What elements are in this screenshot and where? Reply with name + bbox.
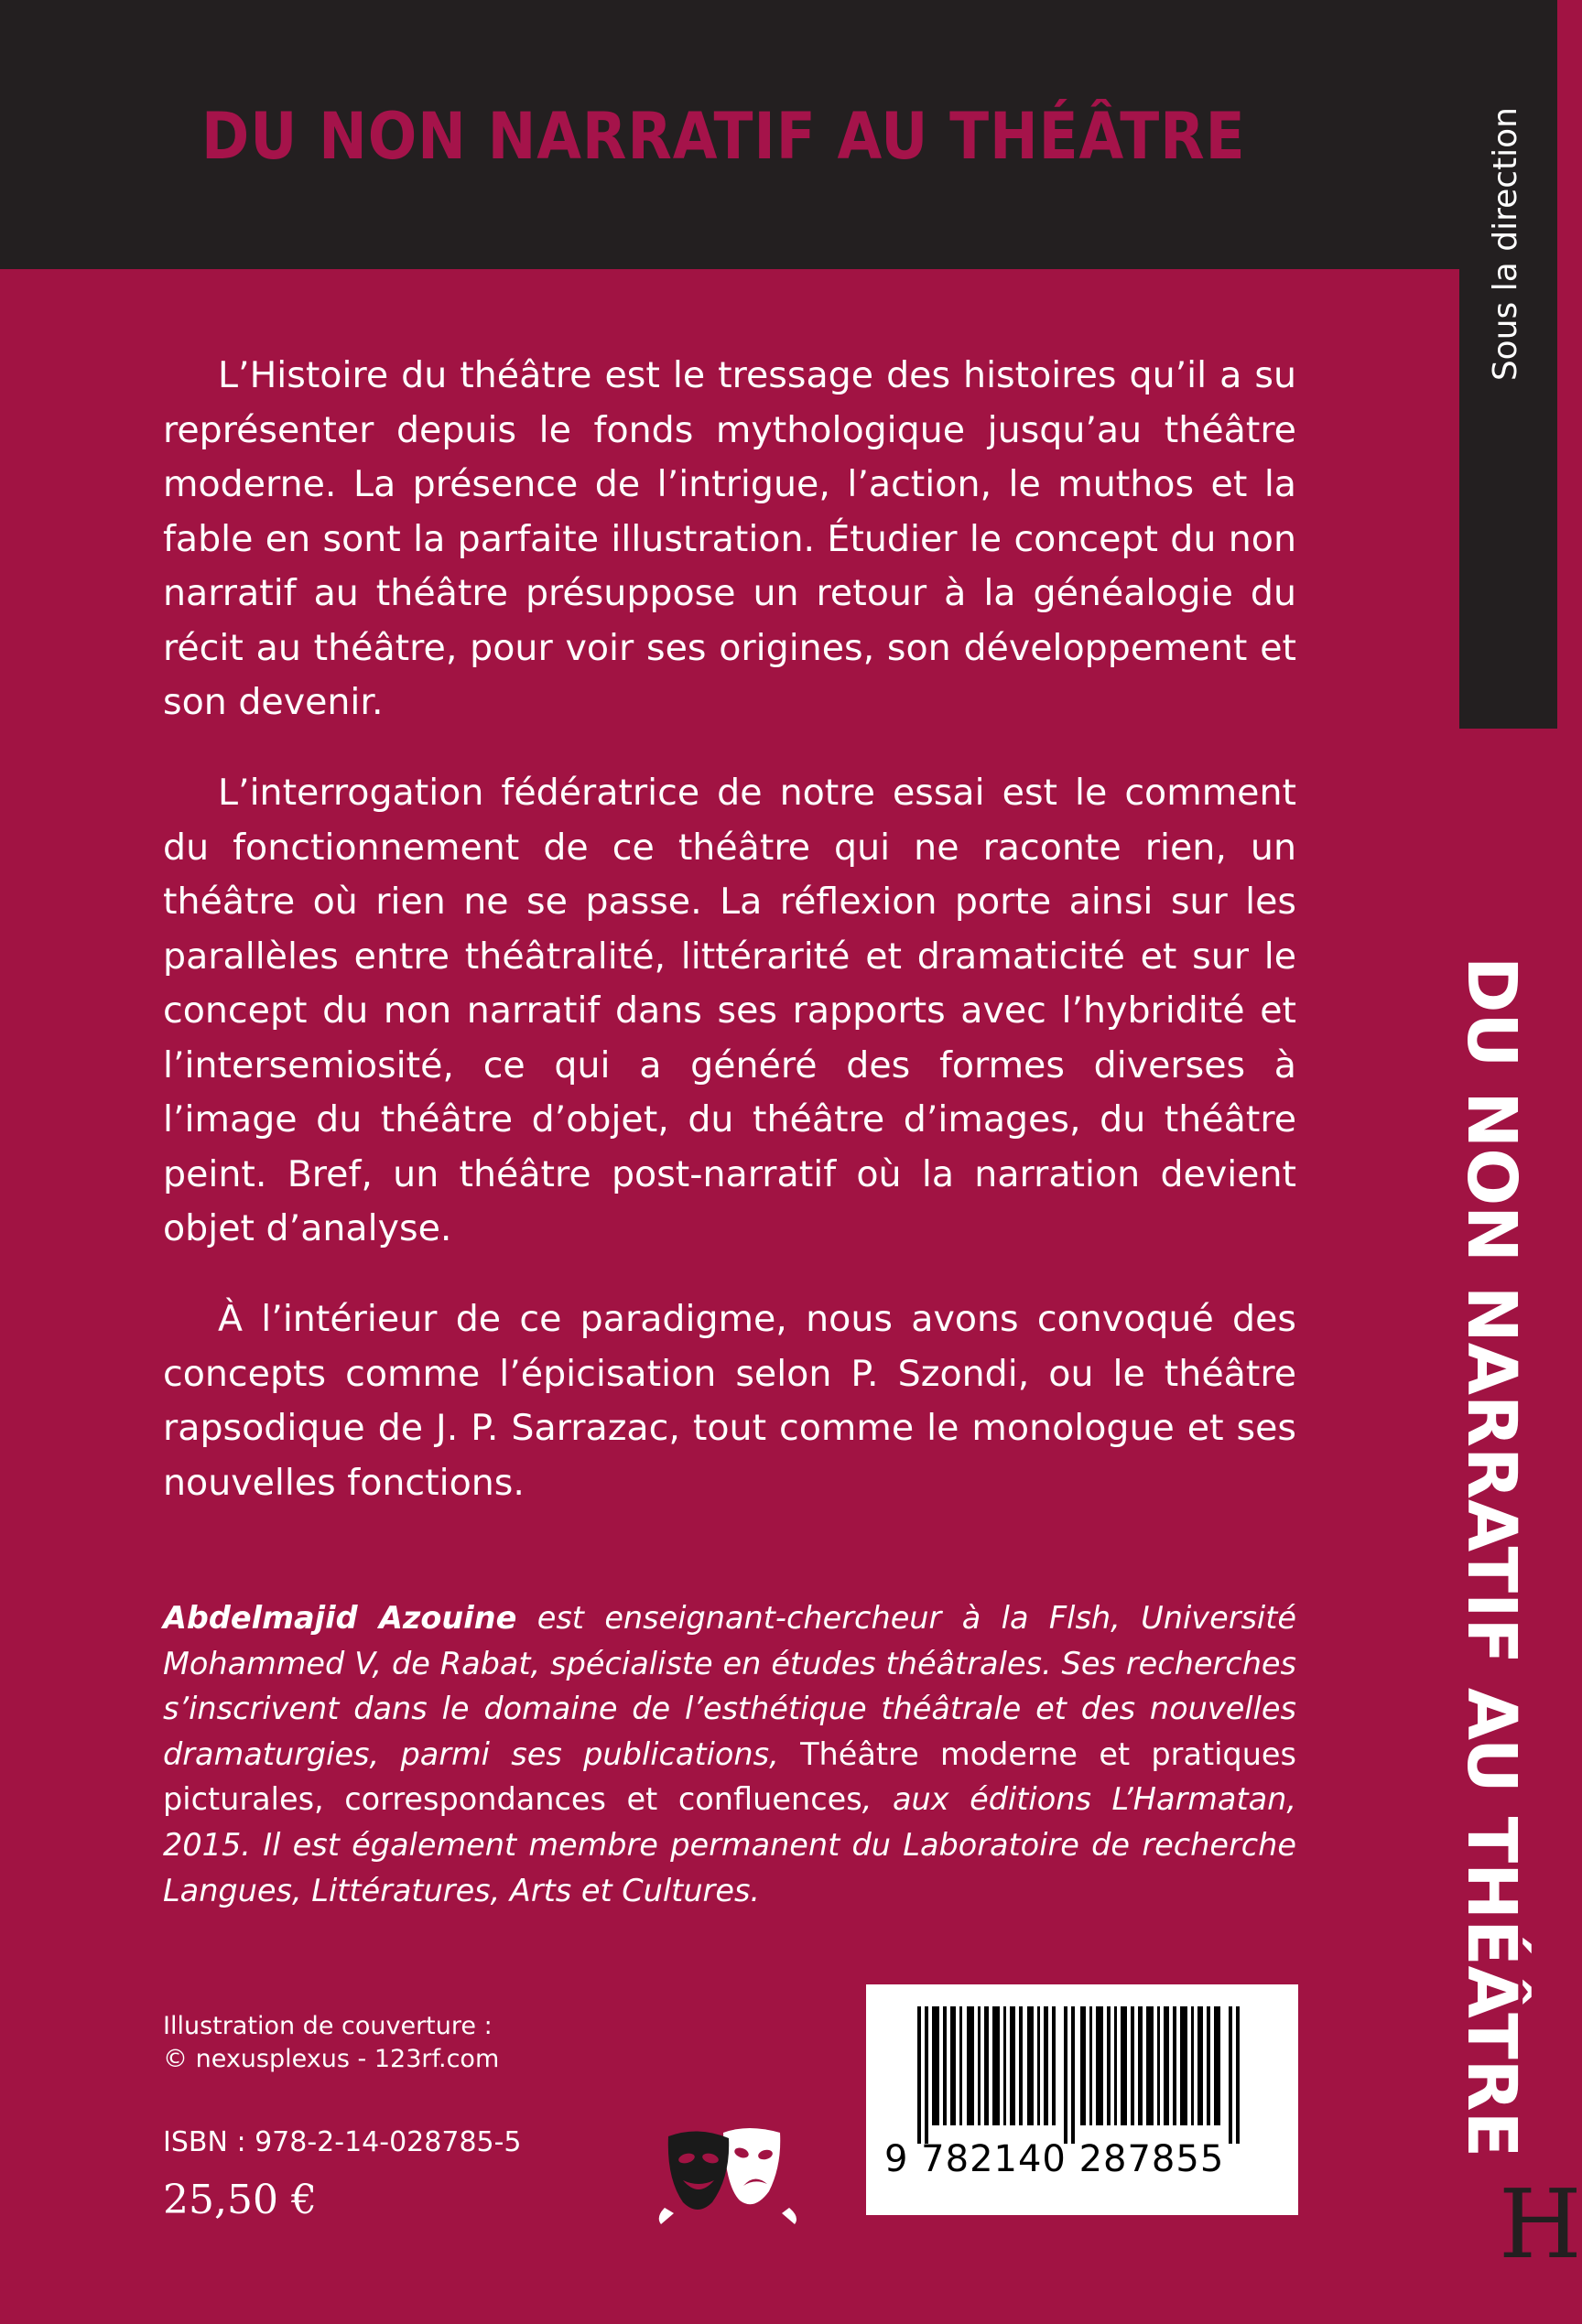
spine-title-text: DU NON NARRATIF AU THÉÂTRE (1452, 957, 1531, 2158)
summary-paragraph-3: À l’intérieur de ce paradigme, nous avons convoqué des concepts comme l’épicisation selon P. Szondi, ou le théâtre rapsodique de J. P. Sarrazac, tout comme le monologue et ses nouvelles fonctions. (163, 1298, 1296, 1504)
spine-direction-text: Sous la direction (1487, 107, 1524, 382)
theatre-masks-icon (652, 2122, 807, 2232)
summary-paragraph-2: L’interrogation fédératrice de notre essai est le comment du fonctionnement de ce théâtre qui ne raconte rien, un théâtre où rien ne se passe. La réflexion porte ainsi sur les parallèles entre théâtralité, littérarité et dramaticité et sur le concept du non narratif dans ses rapports avec l’hybridité et l’intersemiosité, ce qui a généré des formes diverses à l’image du théâtre d’objet, du théâtre d’images, du théâtre peint. Bref, un théâtre post-narratif où la narration devient objet d’analyse. (163, 772, 1296, 1249)
illustration-label: Illustration de couverture : (163, 2012, 493, 2040)
bio-book-title: Théâtre moderne et pratiques picturales, correspondances et confluences (163, 1735, 1296, 1818)
cover-illustration-credit (163, 2010, 676, 2076)
spine-direction (1487, 107, 1524, 382)
bio-text-2: , aux éditions L’Harmatan, 2015. Il est également membre permanent du Laboratoire de recherche Langues, Littératures, Arts et Cultures. (163, 1781, 1297, 1908)
isbn: ISBN : 978-2-14-028785-5 (163, 2126, 522, 2158)
barcode (866, 1984, 1298, 2215)
price: 25,50 € (163, 2177, 317, 2223)
cover-title: DU NON NARRATIF AU THÉÂTRE (201, 99, 1246, 174)
bio-text-1: est enseignant-chercheur à la Flsh, Université Mohammed V, de Rabat, spécialiste en études théâtrales. Ses recherches s’inscrivent dans le domaine de l’esthétique théâtrale et des nouvelles dramaturgies, parmi ses publications, (163, 1600, 1296, 1772)
summary-paragraph-1: L’Histoire du théâtre est le tressage des histoires qu’il a su représenter depuis le fonds mythologique jusqu’au théâtre moderne. La présence de l’intrigue, l’action, le muthos et la fable en sont la parfaite illustration. Étudier le concept du non narratif au théâtre présuppose un retour à la généalogie du récit au théâtre, pour voir ses origines, son développement et son devenir. (163, 354, 1296, 723)
illustration-source: © nexusplexus - 123rf.com (163, 2045, 500, 2073)
author-bio (163, 1595, 1296, 1913)
author-name: Abdelmajid Azouine (163, 1600, 517, 1636)
barcode-digits: 9 782140 287855 (884, 2138, 1225, 2180)
publisher-logo: H (1499, 2168, 1582, 2280)
barcode-icon (917, 2006, 1247, 2144)
